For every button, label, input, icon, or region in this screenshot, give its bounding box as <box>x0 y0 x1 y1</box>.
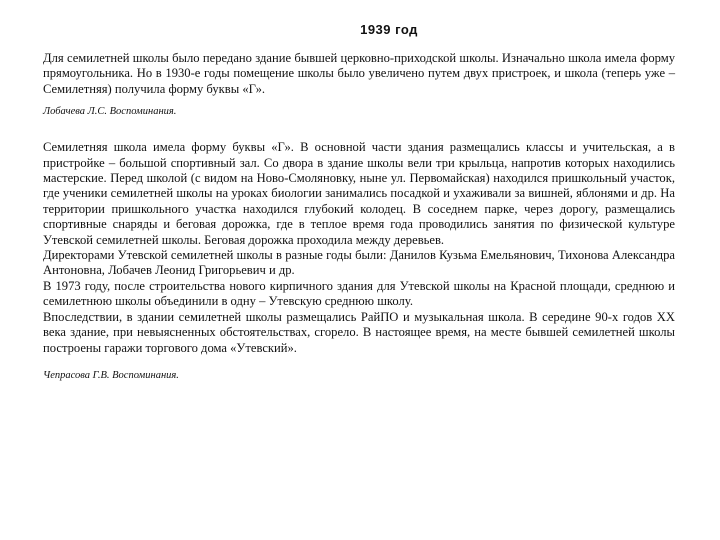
paragraph-later-history: Впоследствии, в здании семилетней школы размещались РайПО и музыкальная школа. В середине 90-х годов XX века здание, при невыясненных обстоятельствах, сгорело. В настоящее время, на месте бывшей семилетней школы построены гаражи торгового дома «Утевский». <box>43 309 675 355</box>
page-title: 1939 год <box>360 22 418 37</box>
section-spacer <box>43 117 675 140</box>
source-citation-cheprasova: Чепрасова Г.В. Воспоминания. <box>43 369 179 381</box>
source-citation-lobacheva: Лобачева Л.С. Воспоминания. <box>43 106 177 118</box>
paragraph-school-layout: Семилетняя школа имела форму буквы «Г». В основной части здания размещались классы и учительская, а в пристройке – большой спортивный зал. Со двора в здание школы вели три крыльца, напротив которых находились мастерские. Перед школой (с видом на Ново-Смоляновку, ныне ул. Первомайская) находился пришкольный участок, где ученики семилетней школы на уроках биологии занимались посадкой и ухаживали за вишней, яблонями и др. На территории пришкольного участка находился глубокий колодец. В соседнем парке, через дорогу, размещались спортивные снаряды и беговая дорожка, где в теплое время года проводились занятия по физической культуре Утевской семилетней школы. Беговая дорожка проходила между деревьев. <box>43 140 675 247</box>
paragraph-merger-1973: В 1973 году, после строительства нового кирпичного здания для Утевской школы на Красной площади, среднюю и семилетнюю школы объединили в одну – Утевскую среднюю школу. <box>43 278 675 309</box>
document-page <box>43 22 675 381</box>
paragraph-directors: Директорами Утевской семилетней школы в разные годы были: Данилов Кузьма Емельянович, Тихонова Александра Антоновна, Лобачев Леонид Григорьевич и др. <box>43 248 675 278</box>
paragraph-school-transfer: Для семилетней школы было передано здание бывшей церковно-приходской школы. Изначально школа имела форму прямоугольника. Но в 1930-е годы помещение школы было увеличено путем двух пристроек, и школа (теперь уже – Семилетняя) получила форму буквы «Г». <box>43 51 675 96</box>
